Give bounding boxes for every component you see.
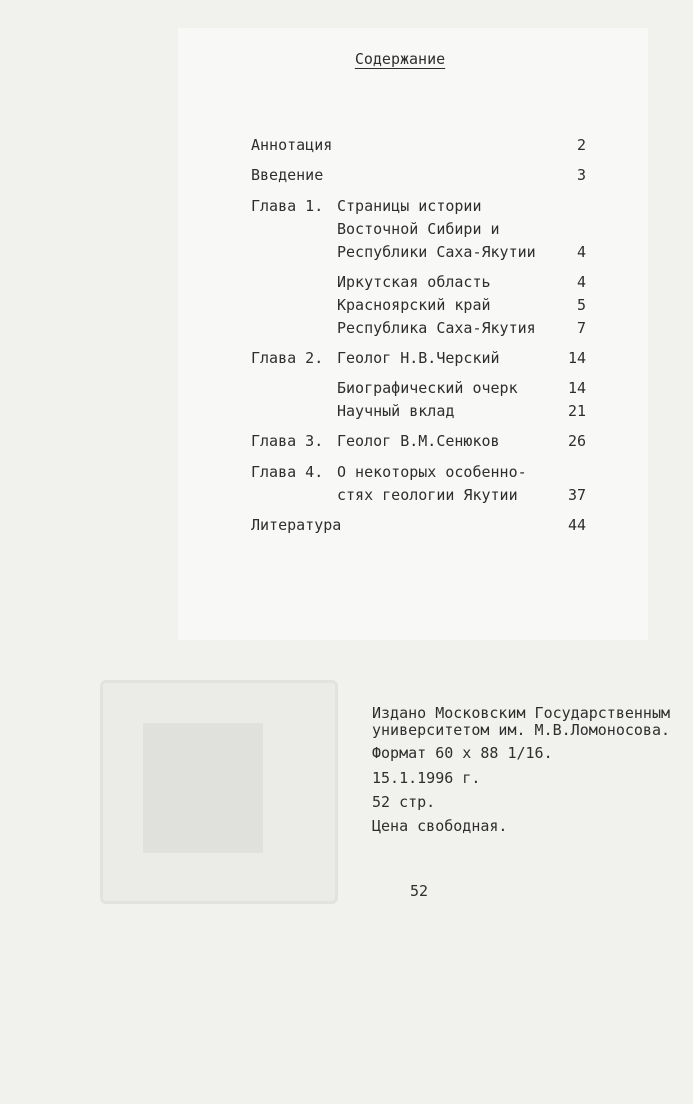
toc-entry-label: Геолог Н.В.Черский: [337, 349, 500, 367]
toc-entry-page: 14: [567, 349, 586, 367]
toc-entry-label: Литература: [251, 516, 342, 534]
toc-entry-label: Красноярский край: [337, 296, 491, 314]
faded-stamp-mark: [100, 680, 338, 904]
toc-entry-page: 14: [567, 379, 586, 397]
toc-entry-label: Аннотация: [251, 136, 333, 154]
toc-entry-page: 26: [567, 432, 586, 450]
toc-entry-page: 37: [567, 486, 586, 504]
toc-chapter-label: Глава 4.: [251, 463, 324, 481]
imprint-line: университетом им. М.В.Ломоносова.: [372, 721, 671, 739]
imprint-line: Цена свободная.: [372, 817, 508, 835]
toc-entry-page: 4: [576, 243, 586, 261]
toc-entry-label: Республики Саха-Якутии: [337, 243, 536, 261]
toc-entry-page: 21: [567, 402, 586, 420]
toc-entry-label: О некоторых особенно-: [337, 463, 527, 481]
toc-chapter-label: Глава 2.: [251, 349, 324, 367]
contents-heading: Содержание: [354, 50, 446, 68]
toc-entry-label: стях геологии Якутии: [337, 486, 518, 504]
imprint-line: Издано Московским Государственным: [372, 704, 671, 722]
imprint-line: 15.1.1996 г.: [372, 769, 481, 787]
toc-entry-label: Геолог В.М.Сенюков: [337, 432, 500, 450]
toc-chapter-label: Глава 3.: [251, 432, 324, 450]
toc-entry-page: 4: [576, 273, 586, 291]
toc-entry-page: 44: [567, 516, 586, 534]
toc-entry-label: Страницы истории: [337, 197, 482, 215]
toc-entry-label: Республика Саха-Якутия: [337, 319, 536, 337]
toc-entry-label: Введение: [251, 166, 324, 184]
toc-entry-page: 3: [576, 166, 586, 184]
toc-entry-label: Биографический очерк: [337, 379, 518, 397]
page-number: 52: [410, 882, 429, 900]
toc-chapter-label: Глава 1.: [251, 197, 324, 215]
toc-entry-label: Восточной Сибири и: [337, 220, 500, 238]
toc-entry-page: 5: [576, 296, 586, 314]
imprint-line: 52 стр.: [372, 793, 436, 811]
imprint-line: Формат 60 x 88 1/16.: [372, 744, 553, 762]
toc-entry-label: Научный вклад: [337, 402, 455, 420]
toc-entry-page: 7: [576, 319, 586, 337]
toc-entry-label: Иркутская область: [337, 273, 491, 291]
toc-entry-page: 2: [576, 136, 586, 154]
